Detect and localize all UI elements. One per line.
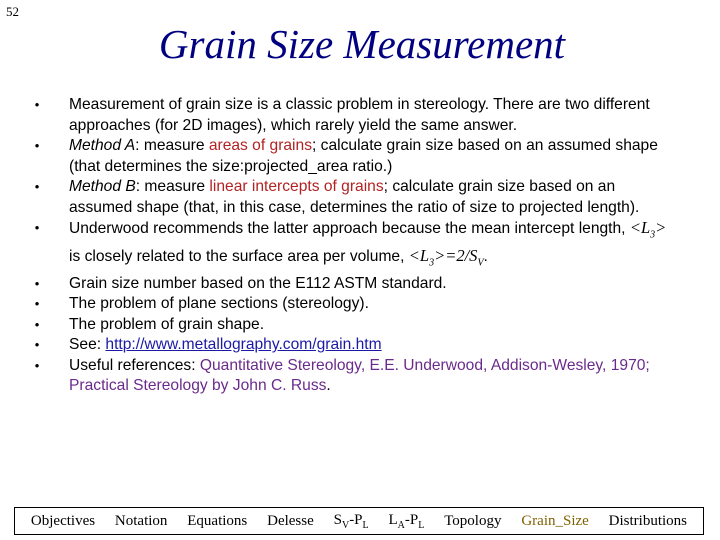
list-item (30, 136, 680, 177)
nav-subscript: V (341, 519, 350, 531)
nav-subscript: A (397, 519, 405, 531)
bullet-icon: • (34, 275, 40, 291)
reference-text: Quantitative Stereology, E.E. Underwood, Addison-Wesley, 1970; Practical Stereology by John C. Russ (69, 356, 650, 395)
bullet-icon: • (34, 337, 40, 353)
page-title-text: Grain Size Measurement (158, 21, 566, 67)
nav-objectives[interactable]: Objectives (30, 512, 96, 529)
math-subscript: 3 (429, 257, 435, 269)
math-part: > (655, 218, 667, 237)
bullet-text: Measurement of grain size is a classic problem in stereology. There are two different approaches (for 2D images), which rarely yield the same answer. (69, 96, 650, 134)
highlight-text: areas of grains (208, 137, 312, 154)
bullet-text: : measure (135, 137, 209, 154)
nav-notation[interactable]: Notation (114, 512, 168, 529)
math-subscript: 3 (650, 229, 656, 241)
bullet-icon: • (34, 97, 40, 112)
method-a-label: Method A (69, 137, 136, 154)
bullet-text: Underwood recommends the latter approach because the mean intercept length, (69, 220, 630, 237)
nav-delesse[interactable]: Delesse (267, 512, 314, 529)
bullet-icon: • (34, 296, 40, 312)
highlight-text: linear intercepts of grains (209, 178, 384, 195)
bullet-text: The problem of plane sections (stereology). (69, 295, 369, 313)
list-item (30, 274, 680, 295)
list-item (30, 315, 680, 336)
list-item (30, 177, 680, 218)
nav-bar (14, 507, 704, 535)
nav-text: -P (349, 511, 363, 528)
nav-la-pl[interactable] (388, 512, 424, 531)
bullet-text: . (483, 247, 488, 265)
bullet-icon: • (34, 220, 40, 235)
bullet-icon: • (34, 179, 40, 194)
bullet-text: ; calculate grain size based on an assumed shape (that determines the size:projected_area ratio.) (69, 137, 658, 175)
method-b-label: Method B (69, 178, 136, 195)
bullet-text: The problem of grain shape. (69, 315, 265, 333)
grain-link[interactable]: http://www.metallography.com/grain.htm (105, 336, 382, 354)
bullet-icon: • (34, 357, 40, 373)
nav-text: L (388, 511, 398, 528)
nav-sv-pl[interactable] (334, 512, 369, 531)
nav-subscript: L (362, 519, 369, 531)
bullet-icon: • (34, 316, 40, 332)
math-expression (408, 245, 484, 269)
bullet-text: : measure (135, 178, 210, 195)
list-item (30, 335, 680, 356)
page-title (0, 16, 720, 72)
math-part: >=2/S (434, 245, 478, 265)
math-subscript: V (477, 257, 484, 269)
nav-topology[interactable]: Topology (444, 512, 502, 529)
math-part: <L (408, 245, 430, 265)
list-item (30, 294, 680, 315)
bullet-text: is closely related to the surface area per volume, (69, 247, 409, 265)
math-part: <L (629, 218, 651, 237)
list-item (30, 95, 680, 136)
nav-grain-size[interactable]: Grain_Size (521, 512, 589, 529)
nav-text: -P (404, 511, 419, 528)
bullet-icon: • (34, 138, 40, 153)
bullet-text: Useful references: (69, 356, 200, 374)
bullet-list (30, 95, 680, 397)
bullet-text: Grain size number based on the E112 ASTM standard. (69, 274, 447, 292)
list-item (30, 218, 680, 274)
math-expression (629, 218, 667, 241)
nav-distributions[interactable]: Distributions (608, 512, 687, 529)
nav-equations[interactable]: Equations (187, 512, 248, 529)
nav-subscript: L (418, 519, 425, 531)
bullet-text: . (326, 377, 331, 395)
nav-text: S (333, 511, 342, 528)
bullet-text: ; calculate grain size based on an assumed shape (that, in this case, determines the ratio of size to projected length). (69, 178, 640, 216)
bullet-text: See: (69, 336, 106, 354)
list-item (30, 356, 680, 397)
slide-number: 52 (6, 4, 19, 19)
